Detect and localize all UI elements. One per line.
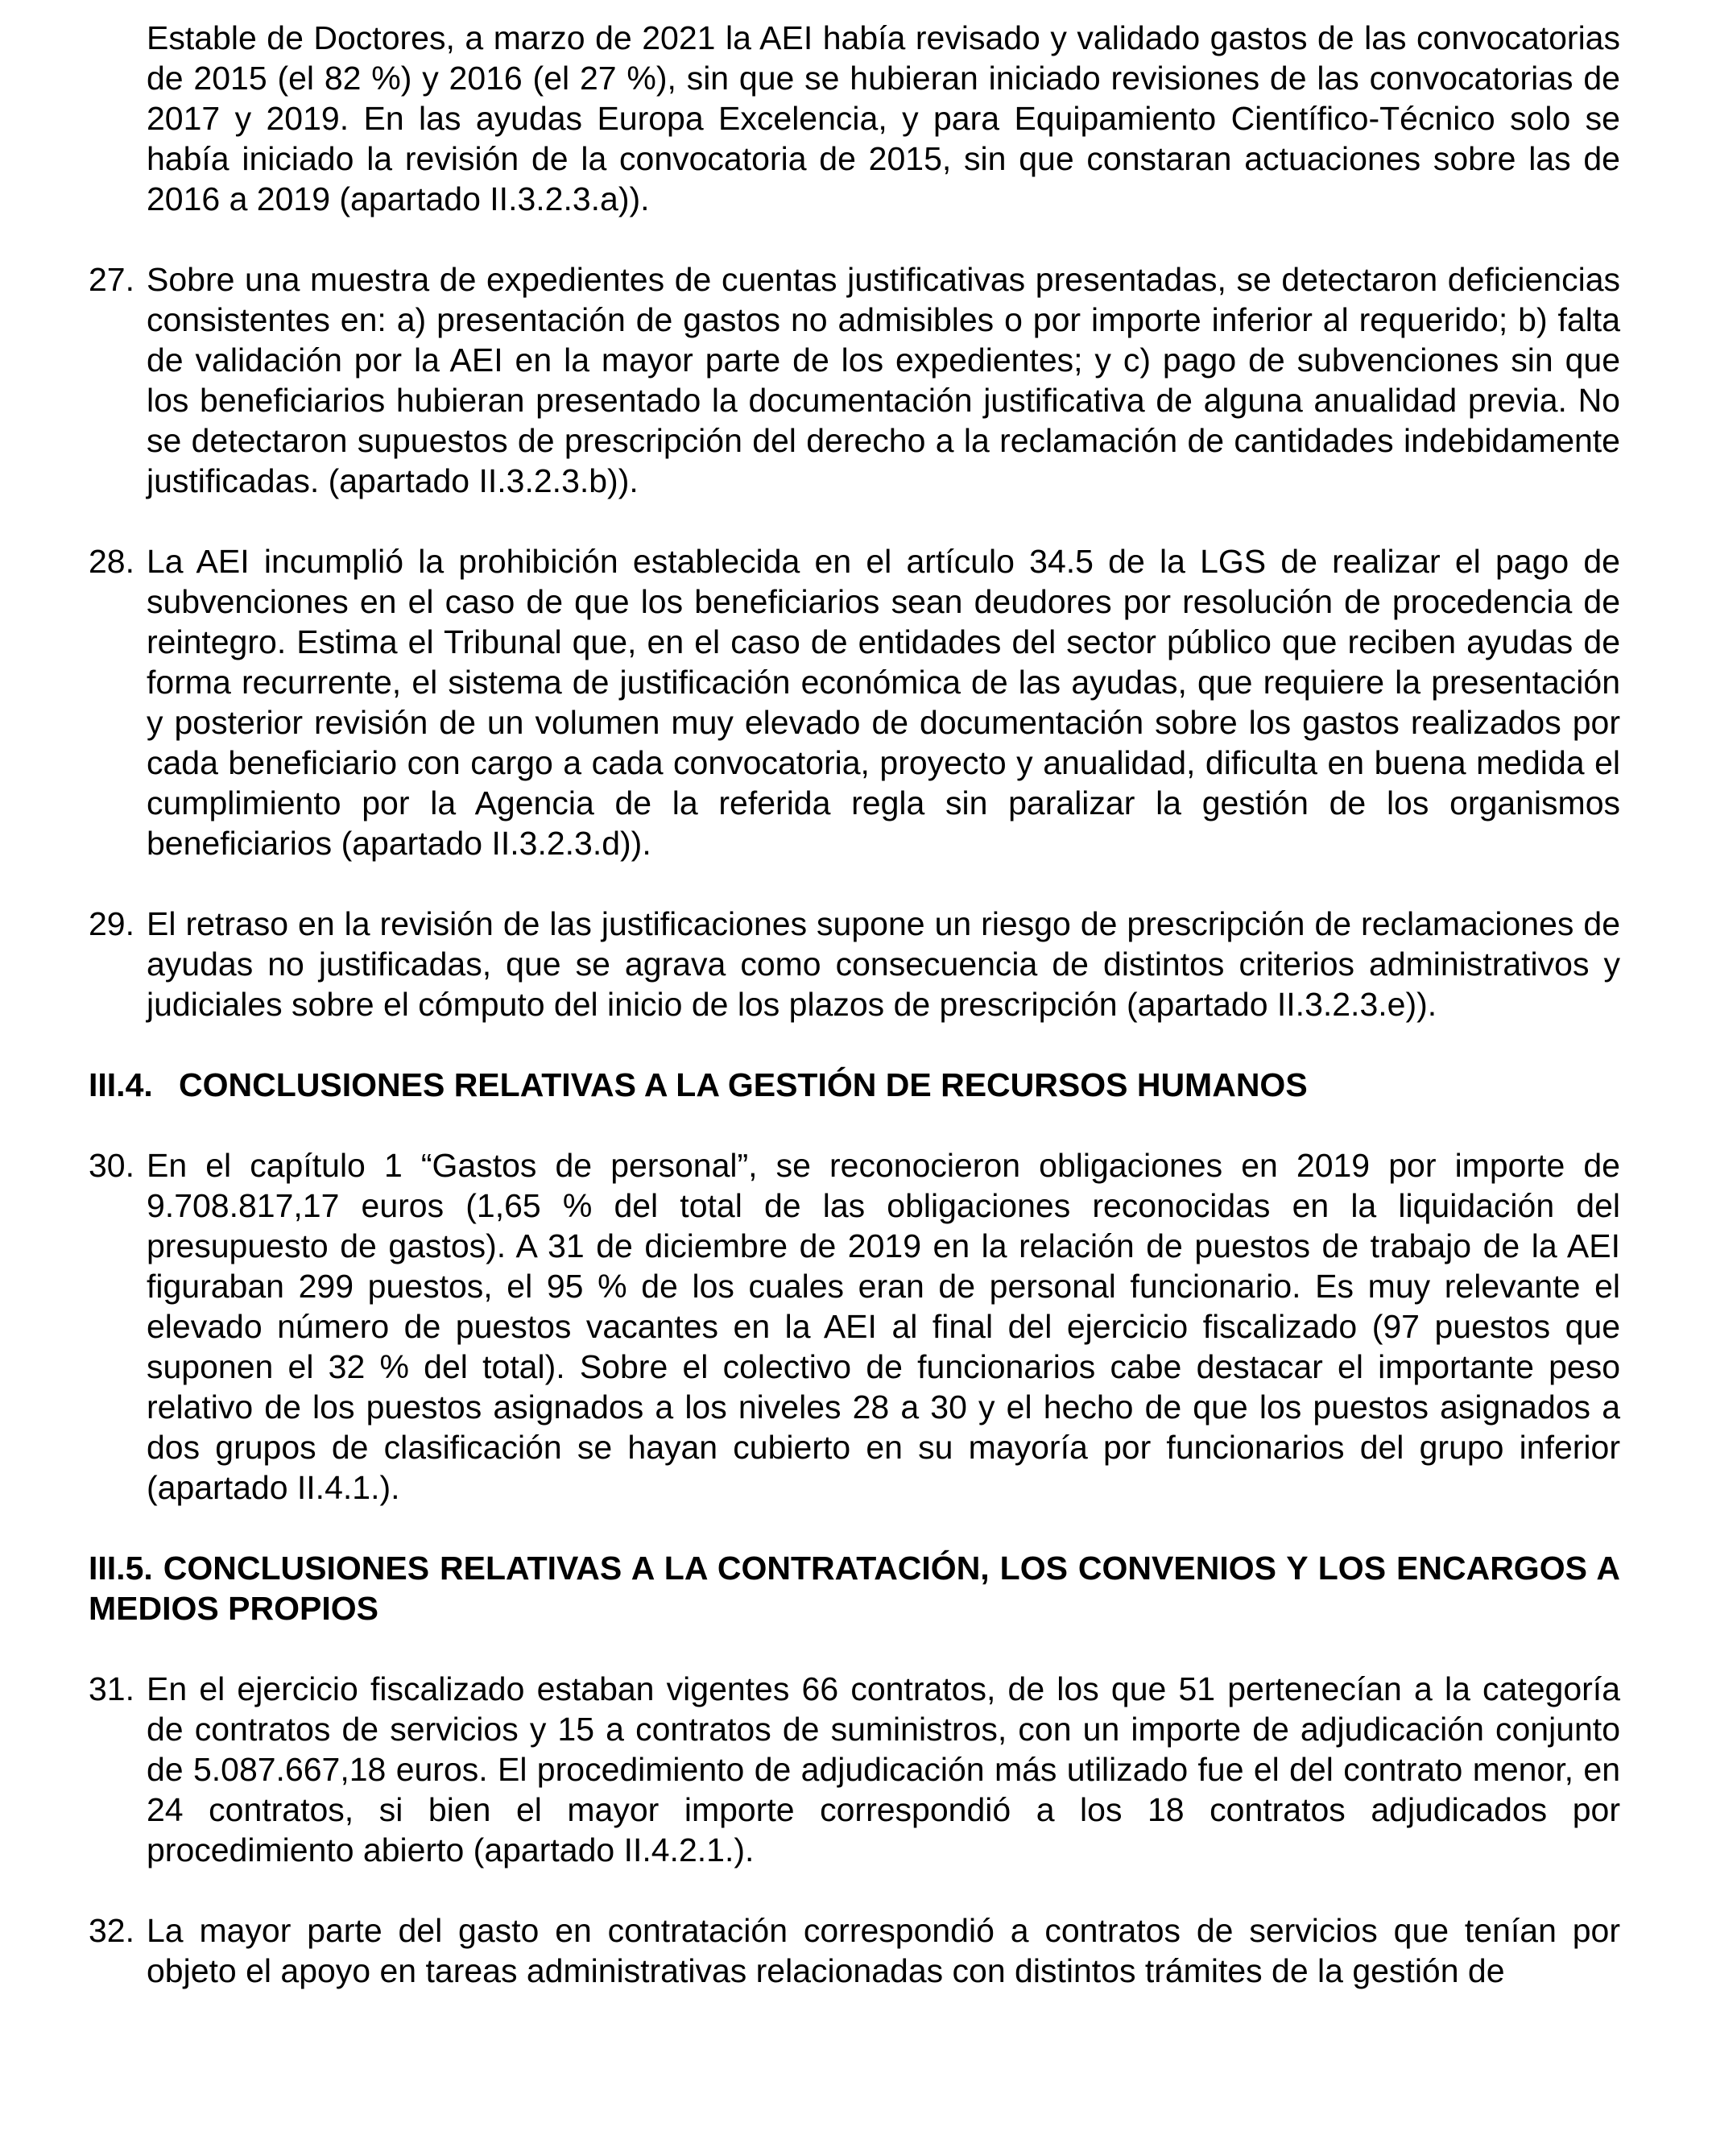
numbered-paragraph-29: [89, 904, 1620, 1024]
paragraph-text: La AEI incumplió la prohibición establecida en el artículo 34.5 de la LGS de realizar el pago de subvenciones en el caso de que los beneficiarios sean deudores por resolución de procedencia de reintegro. Estima el Tribunal que, en el caso de entidades del sector público que reciben ayudas de forma recurrente, el sistema de justificación económica de las ayudas, que requiere la presentación y posterior revisión de un volumen muy elevado de documentación sobre los gastos realizados por cada beneficiario con cargo a cada convocatoria, proyecto y anualidad, dificulta en buena medida el cumplimiento por la Agencia de la referida regla sin paralizar la gestión de los organismos beneficiarios (apartado II.3.2.3.d)).: [147, 543, 1620, 862]
section-heading-iii-4: [89, 1065, 1620, 1105]
numbered-paragraph-30: [89, 1145, 1620, 1508]
section-heading-iii-5: [89, 1548, 1620, 1628]
paragraph-number: 27.: [89, 261, 134, 298]
paragraph-text: La mayor parte del gasto en contratación correspondió a contratos de servicios que tenían por objeto el apoyo en tareas administrativas relacionadas con distintos trámites de la gestión de: [147, 1912, 1620, 1989]
numbered-paragraph-31: [89, 1669, 1620, 1870]
intro-paragraph: Estable de Doctores, a marzo de 2021 la AEI había revisado y validado gastos de las convocatorias de 2015 (el 82 %) y 2016 (el 27 %), sin que se hubieran iniciado revisiones de las convocatorias de 2017 y 2019. En las ayudas Europa Excelencia, y para Equipamiento Científico-Técnico solo se había iniciado la revisión de la convocatoria de 2015, sin que constaran actuaciones sobre las de 2016 a 2019 (apartado II.3.2.3.a)).: [147, 19, 1620, 217]
section-title: CONCLUSIONES RELATIVAS A LA GESTIÓN DE RECURSOS HUMANOS: [179, 1066, 1308, 1103]
paragraph-number: 29.: [89, 905, 134, 942]
paragraph-text: En el ejercicio fiscalizado estaban vigentes 66 contratos, de los que 51 pertenecían a la categoría de contratos de servicios y 15 a contratos de suministros, con un importe de adjudicación conjunto de 5.087.667,18 euros. El procedimiento de adjudicación más utilizado fue el del contrato menor, en 24 contratos, si bien el mayor importe correspondió a los 18 contratos adjudicados por procedimiento abierto (apartado II.4.2.1.).: [147, 1670, 1620, 1868]
section-title: CONCLUSIONES RELATIVAS A LA CONTRATACIÓN, LOS CONVENIOS Y LOS ENCARGOS A MEDIOS PROPIOS: [89, 1550, 1620, 1627]
paragraph-text: Sobre una muestra de expedientes de cuentas justificativas presentadas, se detectaron deficiencias consistentes en: a) presentación de gastos no admisibles o por importe inferior al requerido; b) falta de validación por la AEI en la mayor parte de los expedientes; y c) pago de subvenciones sin que los beneficiarios hubieran presentado la documentación justificativa de alguna anualidad previa. No se detectaron supuestos de prescripción del derecho a la reclamación de cantidades indebidamente justificadas. (apartado II.3.2.3.b)).: [147, 261, 1620, 499]
paragraph-number: 32.: [89, 1912, 134, 1949]
paragraph-text: El retraso en la revisión de las justificaciones supone un riesgo de prescripción de reclamaciones de ayudas no justificadas, que se agrava como consecuencia de distintos criterios administrativos y judiciales sobre el cómputo del inicio de los plazos de prescripción (apartado II.3.2.3.e)).: [147, 905, 1620, 1023]
paragraph-number: 31.: [89, 1670, 134, 1707]
section-number: III.5.: [89, 1550, 163, 1587]
paragraph-number: 28.: [89, 543, 134, 580]
section-number: III.4.: [89, 1066, 153, 1103]
numbered-paragraph-28: [89, 541, 1620, 863]
numbered-paragraph-32: [89, 1910, 1620, 1991]
paragraph-number: 30.: [89, 1147, 134, 1184]
paragraph-text: En el capítulo 1 “Gastos de personal”, se reconocieron obligaciones en 2019 por importe de 9.708.817,17 euros (1,65 % del total de las obligaciones reconocidas en la liquidación del presupuesto de gastos). A 31 de diciembre de 2019 en la relación de puestos de trabajo de la AEI figuraban 299 puestos, el 95 % de los cuales eran de personal funcionario. Es muy relevante el elevado número de puestos vacantes en la AEI al final del ejercicio fiscalizado (97 puestos que suponen el 32 % del total). Sobre el colectivo de funcionarios cabe destacar el importante peso relativo de los puestos asignados a los niveles 28 a 30 y el hecho de que los puestos asignados a dos grupos de clasificación se hayan cubierto en su mayoría por funcionarios del grupo inferior (apartado II.4.1.).: [147, 1147, 1620, 1506]
document-body: [89, 18, 1620, 1991]
numbered-paragraph-27: [89, 259, 1620, 501]
